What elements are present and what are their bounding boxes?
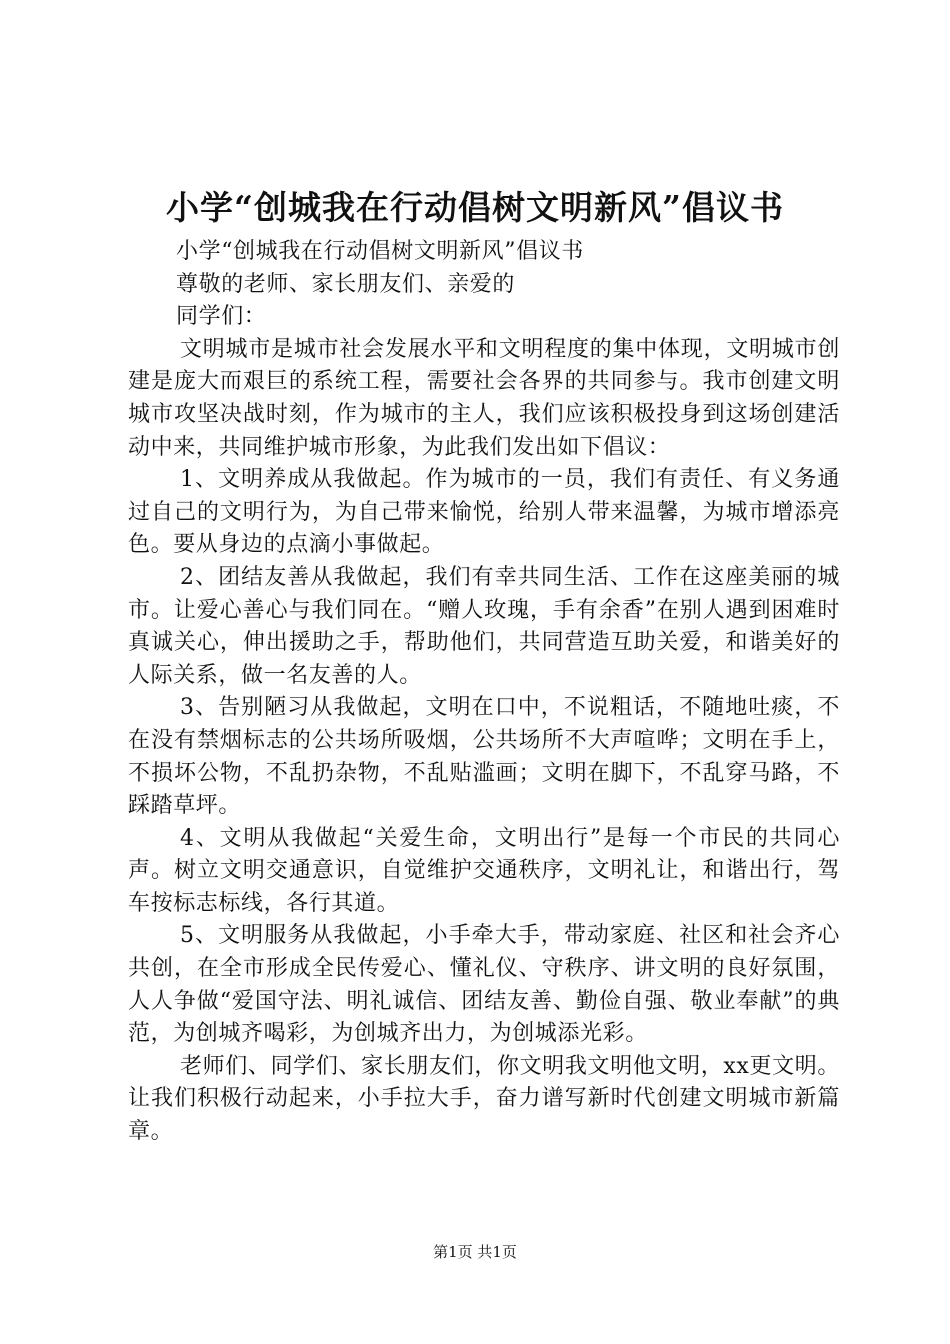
salutation-line-1: 尊敬的老师、家长朋友们、亲爱的 [176,271,516,297]
document-title: 小学“创城我在行动倡树文明新风”倡议书 [166,188,784,227]
salutation-line-2: 同学们： [176,304,267,330]
document-body [128,236,840,1149]
paragraph-item-1: 1、文明养成从我做起。作为城市的一员，我们有责任、有义务通过自己的文明行为，为自己带来愉悦，给别人带来温馨，为城市增添亮色。要从身边的点滴小事做起。 [128,467,840,558]
paragraph-item-4: 4、文明从我做起“关爱生命，文明出行”是每一个市民的共同心声。树立文明交通意识，自觉维护交通秩序，文明礼让，和谐出行，驾车按标志标线，各行其道。 [128,825,840,916]
paragraph-closing: 老师们、同学们、家长朋友们，你文明我文明他文明，xx更文明。让我们积极行动起来，小手拉大手，奋力谱写新时代创建文明城市新篇章。 [128,1053,840,1145]
paragraph-item-2: 2、团结友善从我做起，我们有幸共同生活、工作在这座美丽的城市。让爱心善心与我们同在。“赠人玫瑰，手有余香”在别人遇到困难时真诚关心，伸出援助之手，帮助他们，共同营造互助关爱，和谐美好的人际关系，做一名友善的人。 [128,564,840,688]
page-number: 第1页 共1页 [433,1243,517,1261]
paragraph-intro: 文明城市是城市社会发展水平和文明程度的集中体现，文明城市创建是庞大而艰巨的系统工程，需要社会各界的共同参与。我市创建文明城市攻坚决战时刻，作为城市的主人，我们应该积极投身到这场创建活动中来，共同维护城市形象，为此我们发出如下倡议： [128,336,840,460]
paragraph-item-5: 5、文明服务从我做起，小手牵大手，带动家庭、社区和社会齐心共创，在全市形成全民传爱心、懂礼仪、守秩序、讲文明的良好氛围，人人争做“爱国守法、明礼诚信、团结友善、勤俭自强、敬业奉献”的典范，为创城齐喝彩，为创城齐出力，为创城添光彩。 [128,923,840,1047]
document-subtitle: 小学“创城我在行动倡树文明新风”倡议书 [176,239,584,264]
paragraph-item-3: 3、告别陋习从我做起，文明在口中，不说粗话，不随地吐痰，不在没有禁烟标志的公共场所吸烟，公共场所不大声喧哗；文明在手上，不损坏公物，不乱扔杂物，不乱贴滥画；文明在脚下，不乱穿马路，不踩踏草坪。 [128,695,840,819]
